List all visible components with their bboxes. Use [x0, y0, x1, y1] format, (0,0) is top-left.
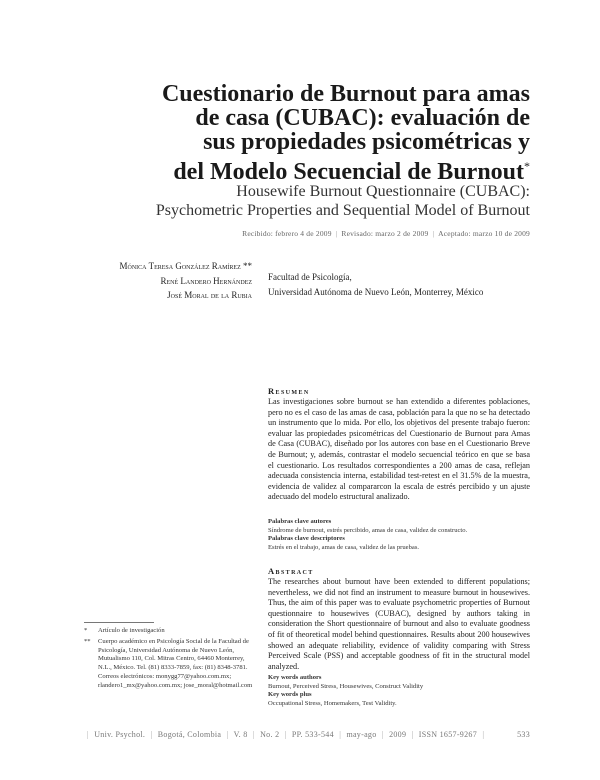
kw-descriptors-label: Palabras clave descriptores [268, 535, 345, 543]
kw-authors-label: Palabras clave autores [268, 518, 332, 525]
author-2: René Landero Hernández [160, 275, 252, 286]
date-revised: Revisado: marzo 2 de 2009 [341, 229, 429, 238]
footnote-divider [84, 622, 154, 623]
footnote-1 [84, 627, 254, 636]
title-english [70, 182, 530, 220]
title-es-line-3: sus propiedades psicométricas y [203, 129, 530, 155]
title-en-line-2: Psychometric Properties and Sequential Model of Burnout [155, 202, 530, 219]
journal-issn: ISSN 1657-9267 [418, 730, 478, 739]
citation-line: | Univ. Psychol. | Bogotá, Colombia | V. 8 | No. 2 | PP. 533-544 | may-ago | 2009 | ISSN 1657-9267 | [87, 730, 485, 739]
journal-city: Bogotá, Colombia [157, 730, 222, 739]
journal-pages: PP. 533-544 [291, 730, 334, 739]
date-separator: | [432, 229, 435, 238]
abstract-heading: Abstract [268, 566, 314, 576]
resumen-body: Las investigaciones sobre burnout se han extendido a diferentes poblaciones, pero no es el caso de las amas de casa, población para la que no se ha detectado un instrumento que lo mida. Por ello, los objetivos del presente trabajo fueron: evaluar las propiedades psicométricas del Cuestionario de Burnout para Amas de Casa (CUBAC), diseñado por los autores con base en el Cuestionario Breve de Burnout; y, además, contrastar el modelo secuencial teórico en que se basa el cuestionario. Los resultados correspondientes a 200 amas de casa, reflejan adecuada consistencia interna, estabilidad test-retest en el 31.5% de la muestra, evidencia de validez al compararcon la escala de estrés percibido y un ajuste adecuado del modelo estructural analizado. [268, 397, 530, 502]
author-1: Mónica Teresa González Ramírez ** [119, 261, 252, 271]
page-number: 533 [517, 730, 530, 739]
journal-number: No. 2 [260, 730, 280, 739]
title-es-line-4 [90, 154, 530, 184]
kw-authors-values: Síndrome de burnout, estrés percibido, amas de casa, validez de constructo. [268, 526, 468, 534]
key-words-authors-values: Burnout, Perceived Stress, Housewives, Construct Validity [268, 682, 424, 690]
date-separator: | [335, 229, 338, 238]
resumen-heading: Resumen [268, 386, 310, 396]
footnote-text: Cuerpo académico en Psicología Social de la Facultad de Psicología, Universidad Autónoma de Nuevo León, Mutualismo 110, Col. Mitras Centro, 64460 Monterrey, N.L., México. Tel. (81) 8333-7859, fax: (81) 8348-3781. Correos electrónicos: monygg77@yahoo.com.mx; rlandero1_mx@yahoo.com.mx; jose_moral@hotmail.com [98, 637, 253, 689]
journal-name: Univ. Psychol. [94, 730, 146, 739]
abstract-body: The researches about burnout have been extended to different populations; nevertheless, we did not find an instrument to measure burnout in housewives. Thus, the aim of this paper was to evaluate psychometric properties of Burnout questionnaire to housewives (CUBAC), designed by authors taking in consideration the Short questionnaire of burnout and also to evaluate goodness of fit of theoretical model behind questionnaires. Results about 200 housewives showed an adequate reliability, evidence of validity comparing with Stress Perceived Scale (PSS) and acceptable goodness of fit in the structural model analyzed. [268, 577, 530, 671]
submission-dates [70, 229, 530, 238]
footnote-text: Artículo de investigación [98, 627, 165, 634]
key-words-plus-values: Occupational Stress, Homemakers, Test Validity. [268, 699, 397, 707]
abstract-keywords [268, 674, 530, 708]
footnote-2 [84, 638, 254, 691]
page-footer [84, 730, 530, 739]
key-words-plus-label: Key words plus [268, 691, 312, 699]
title-es-line-4-text: del Modelo Secuencial de Burnout [173, 159, 524, 185]
author-list [22, 259, 252, 303]
title-es-line-2: de casa (CUBAC): evaluación de [195, 105, 530, 131]
affiliation [268, 270, 568, 300]
journal-volume: V. 8 [233, 730, 248, 739]
title-en-line-1: Housewife Burnout Questionnaire (CUBAC): [236, 183, 530, 200]
date-received: Recibido: febrero 4 de 2009 [242, 229, 332, 238]
resumen-keywords [268, 518, 530, 552]
title-es-line-1: Cuestionario de Burnout para amas [161, 81, 530, 107]
affiliation-line-1: Facultad de Psicología, [268, 272, 352, 282]
journal-year: 2009 [389, 730, 407, 739]
footnote-mark: ** [84, 637, 91, 645]
footnotes [84, 627, 254, 693]
title-footnote-mark: * [524, 159, 530, 173]
date-accepted: Aceptado: marzo 10 de 2009 [438, 229, 530, 238]
kw-descriptors-values: Estrés en el trabajo, amas de casa, validez de las pruebas. [268, 543, 420, 551]
journal-months: may-ago [346, 730, 377, 739]
affiliation-line-2: Universidad Autónoma de Nuevo León, Monterrey, México [268, 287, 484, 297]
title-spanish [90, 82, 530, 184]
author-3: José Moral de la Rubia [167, 290, 252, 300]
footnote-mark: * [84, 627, 88, 634]
key-words-authors-label: Key words authors [268, 674, 322, 681]
